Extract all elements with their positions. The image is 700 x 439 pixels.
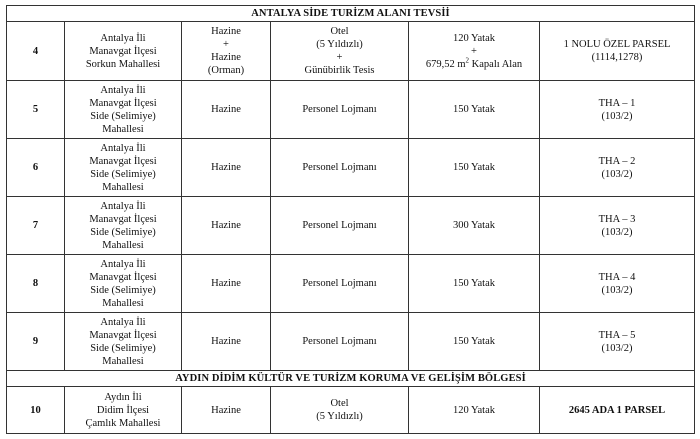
row-number: 10: [7, 387, 65, 434]
facility-table: [6, 5, 695, 434]
capacity-cell: 150 Yatak: [409, 313, 540, 371]
table-row: [7, 387, 695, 434]
location-cell: Antalya İli Manavgat İlçesi Side (Selimiye) Mahallesi: [65, 255, 182, 313]
row-number: 7: [7, 197, 65, 255]
location-cell: Antalya İli Manavgat İlçesi Sorkun Mahallesi: [65, 22, 182, 81]
table-row: [7, 197, 695, 255]
parcel-cell: 2645 ADA 1 PARSEL: [540, 387, 695, 434]
use-cell: Personel Lojmanı: [271, 255, 409, 313]
capacity-cell: 150 Yatak: [409, 81, 540, 139]
table-row: [7, 81, 695, 139]
row-number: 9: [7, 313, 65, 371]
use-cell: Personel Lojmanı: [271, 197, 409, 255]
owner-cell: Hazine: [182, 313, 271, 371]
owner-cell: Hazine: [182, 139, 271, 197]
capacity-area: [412, 58, 536, 71]
section-header-row: [7, 6, 695, 22]
capacity-cell: 120 Yatak: [409, 387, 540, 434]
capacity-cell: 150 Yatak: [409, 139, 540, 197]
owner-cell: Hazine: [182, 255, 271, 313]
capacity-area-value: 679,52 m: [425, 58, 466, 70]
use-cell: Otel (5 Yıldızlı) + Günübirlik Tesis: [271, 22, 409, 81]
parcel-cell: THA – 5 (103/2): [540, 313, 695, 371]
section-header-row: [7, 371, 695, 387]
owner-cell: Hazine: [182, 197, 271, 255]
capacity-cell: 150 Yatak: [409, 255, 540, 313]
table-row: [7, 313, 695, 371]
location-cell: Antalya İli Manavgat İlçesi Side (Selimiye) Mahallesi: [65, 197, 182, 255]
owner-cell: Hazine: [182, 387, 271, 434]
use-cell: Otel (5 Yıldızlı): [271, 387, 409, 434]
owner-cell: Hazine + Hazine (Orman): [182, 22, 271, 81]
use-cell: Personel Lojmanı: [271, 313, 409, 371]
owner-cell: Hazine: [182, 81, 271, 139]
section-title: ANTALYA SİDE TURİZM ALANI TEVSİİ: [7, 6, 695, 22]
capacity-cell: [409, 22, 540, 81]
table-row: [7, 255, 695, 313]
section-title: AYDIN DİDİM KÜLTÜR VE TURİZM KORUMA VE GELİŞİM BÖLGESİ: [7, 371, 695, 387]
parcel-cell: THA – 3 (103/2): [540, 197, 695, 255]
location-cell: Aydın İli Didim İlçesi Çamlık Mahallesi: [65, 387, 182, 434]
parcel-cell: THA – 2 (103/2): [540, 139, 695, 197]
area-unit-exponent: 2: [465, 56, 470, 64]
row-number: 6: [7, 139, 65, 197]
parcel-cell: THA – 4 (103/2): [540, 255, 695, 313]
table-row: [7, 139, 695, 197]
location-cell: Antalya İli Manavgat İlçesi Side (Selimiye) Mahallesi: [65, 139, 182, 197]
row-number: 4: [7, 22, 65, 81]
capacity-area-suffix: Kapalı Alan: [469, 58, 523, 70]
capacity-text: 120 Yatak +: [452, 32, 495, 57]
table-row: [7, 22, 695, 81]
parcel-cell: 1 NOLU ÖZEL PARSEL (1114,1278): [540, 22, 695, 81]
use-cell: Personel Lojmanı: [271, 139, 409, 197]
location-cell: Antalya İli Manavgat İlçesi Side (Selimiye) Mahallesi: [65, 313, 182, 371]
capacity-cell: 300 Yatak: [409, 197, 540, 255]
use-cell: Personel Lojmanı: [271, 81, 409, 139]
row-number: 8: [7, 255, 65, 313]
parcel-cell: THA – 1 (103/2): [540, 81, 695, 139]
location-cell: Antalya İli Manavgat İlçesi Side (Selimiye) Mahallesi: [65, 81, 182, 139]
row-number: 5: [7, 81, 65, 139]
